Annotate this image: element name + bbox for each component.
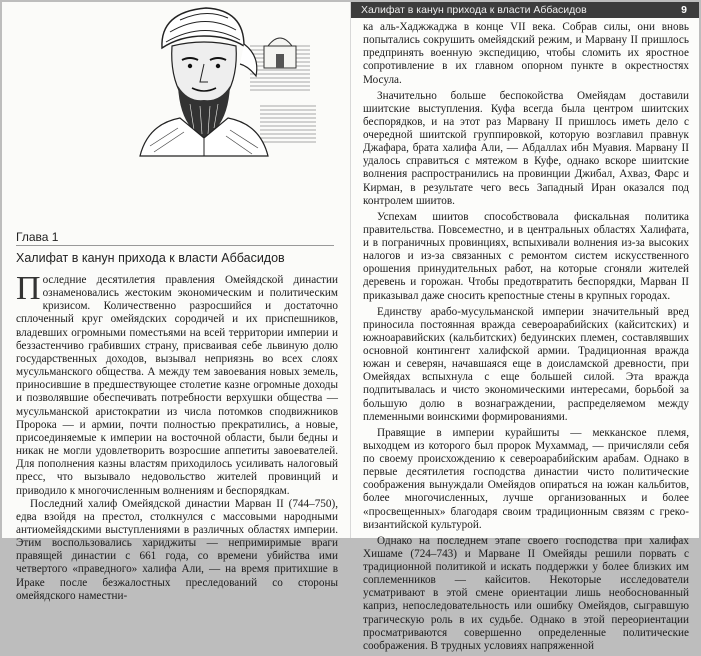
- left-body-text: [16, 270, 338, 603]
- page-number: 9: [681, 4, 687, 16]
- paragraph: Успехам шиитов способствовала фискальная политика правительства. Повсеместно, и в центральных областях Халифата, и в пограничных провинциях, вспыхивали волнения из-за высоких налогов и из-за связанных с ремонтом систем искусственного орошения принудительных работ, на которые сгоняли жителей деревень и горожан. Чтобы предотвратить беспорядки, Марван II приказывал даже сносить крепостные стены в крупных городах.: [363, 210, 689, 302]
- paragraph: Единству арабо-мусульманской империи значительный вред приносила постоянная вражда североарабийских (кайситских) и южноаравийских (кальбитских) бедуинских племен, составлявших основной контингент халифской армии. Традиционная вражда южан и северян, начавшаяся еще в доисламской древности, при Омейядах вспыхнула с еще большей силой. Эта вражда подпитывалась и чисто экономическими интересами, борьбой за большую долю в вознаграждении, распределяемом между племенными воинскими формированиями.: [363, 305, 689, 423]
- chapter-label: Глава 1: [16, 230, 59, 244]
- paragraph: Однако на последнем этапе своего господства при халифах Хишаме (724–743) и Марване II Омейяды решили порвать с традиционной политикой и искать поддержки у более близких им соплеменников — кайситов. Некоторые исследователи усматривают в этой смене ориентации лишь необоснованный каприз, непоследовательность или ошибку Омейядов, сыгравшую трагическую роль в их судьбе. Однако в этой переориентации просматриваются совершенно определенные политические соображения. В трудных условиях напряженной: [363, 534, 689, 652]
- right-body-text: [363, 21, 689, 656]
- running-header: [351, 2, 699, 18]
- paragraph: ка аль-Хаджжаджа в конце VII века. Собрав силы, они вновь попытались сокрушить омейядский режим, и Марвану II пришлось предпринять военную экспедицию, чтобы сломить их яростное сопротивление в их главном опорном пункте в окрестностях Мосула.: [363, 21, 689, 86]
- drop-cap: П: [16, 270, 41, 307]
- left-page: [2, 2, 351, 602]
- chapter-divider: [16, 245, 334, 246]
- right-page: [351, 2, 699, 652]
- chapter-title: Халифат в канун прихода к власти Аббасидов: [16, 251, 285, 265]
- book-spread: [2, 2, 699, 652]
- paragraph: Правящие в империи курайшиты — мекканское племя, выходцем из которого был пророк Мухаммад, — причисляли себя по своему происхождению к североарабийским арабам. Однако в первые десятилетия господства династии чисто политические соображения вынуждали Омейядов опираться на южан кальбитов, более многочисленных, лучше организованных и более «просвещенных» благодаря своим традиционным связям с греко-византийской культурой.: [363, 426, 689, 531]
- paragraph: Значительно больше беспокойства Омейядам доставили шиитские выступления. Куфа всегда была центром шиитских беспорядков, и на этот раз Марвану II пришлось иметь дело с очередной шиитской группировкой, которую возглавил правнук Джафара, брата халифа Али, — Абдаллах ибн Муавия. Марвану II удалось справиться с мятежом в Куфе, однако вскоре шиитские волнения распространились на провинции Джибал, Ахваз, Фарс и Кирман, в результате чего весь Западный Иран оказался под контролем шиитов.: [363, 89, 689, 207]
- paragraph: Последний халиф Омейядской династии Марван II (744–750), едва взойдя на престол, столкнулся с массовыми народными антиомейядскими выступлениями в различных областях империи. Этим воспользовались хариджиты — непримиримые враги правящей династии с 661 года, со времени убийства ими четвертого «праведного» халифа Али, — на время притихшие в Ираке после безжалостных преследований со стороны омейядского наместни-: [16, 497, 338, 602]
- paragraph: Последние десятилетия правления Омейядской династии ознаменовались жестоким экономическим и политическим кризисом. Количественно разросшийся и достаточно сплоченный круг омейядских сородичей и их приспешников, владевших огромными поместьями на всей территории империи и беззастенчиво грабивших страну, присваивая себе львиную долю государственных доходов, вызывал неприязнь во всех слоях мусульманского общества. А между тем завоевания новых земель, приносившие в предшествующее столетие казне огромные доходы и позволявшие обеспечивать потребности верхушки общества — мусульманской аристократии из числа потомков сподвижников Пророка — и армии, почти полностью прекратились, а новые, присоединяемые к империи на восточной области, были бедны и никак не могли удовлетворить возросшие аппетиты завоевателей. Для пополнения казны властям приходилось усиливать налоговый пресс, что вызывало недовольство жителей провинций и приводило к многочисленным волнениям и беспорядкам.: [16, 270, 338, 497]
- running-title: Халифат в канун прихода к власти Аббасидов: [361, 4, 587, 16]
- bearded-man-in-turban-icon: [120, 6, 316, 156]
- chapter-heading: [16, 230, 336, 244]
